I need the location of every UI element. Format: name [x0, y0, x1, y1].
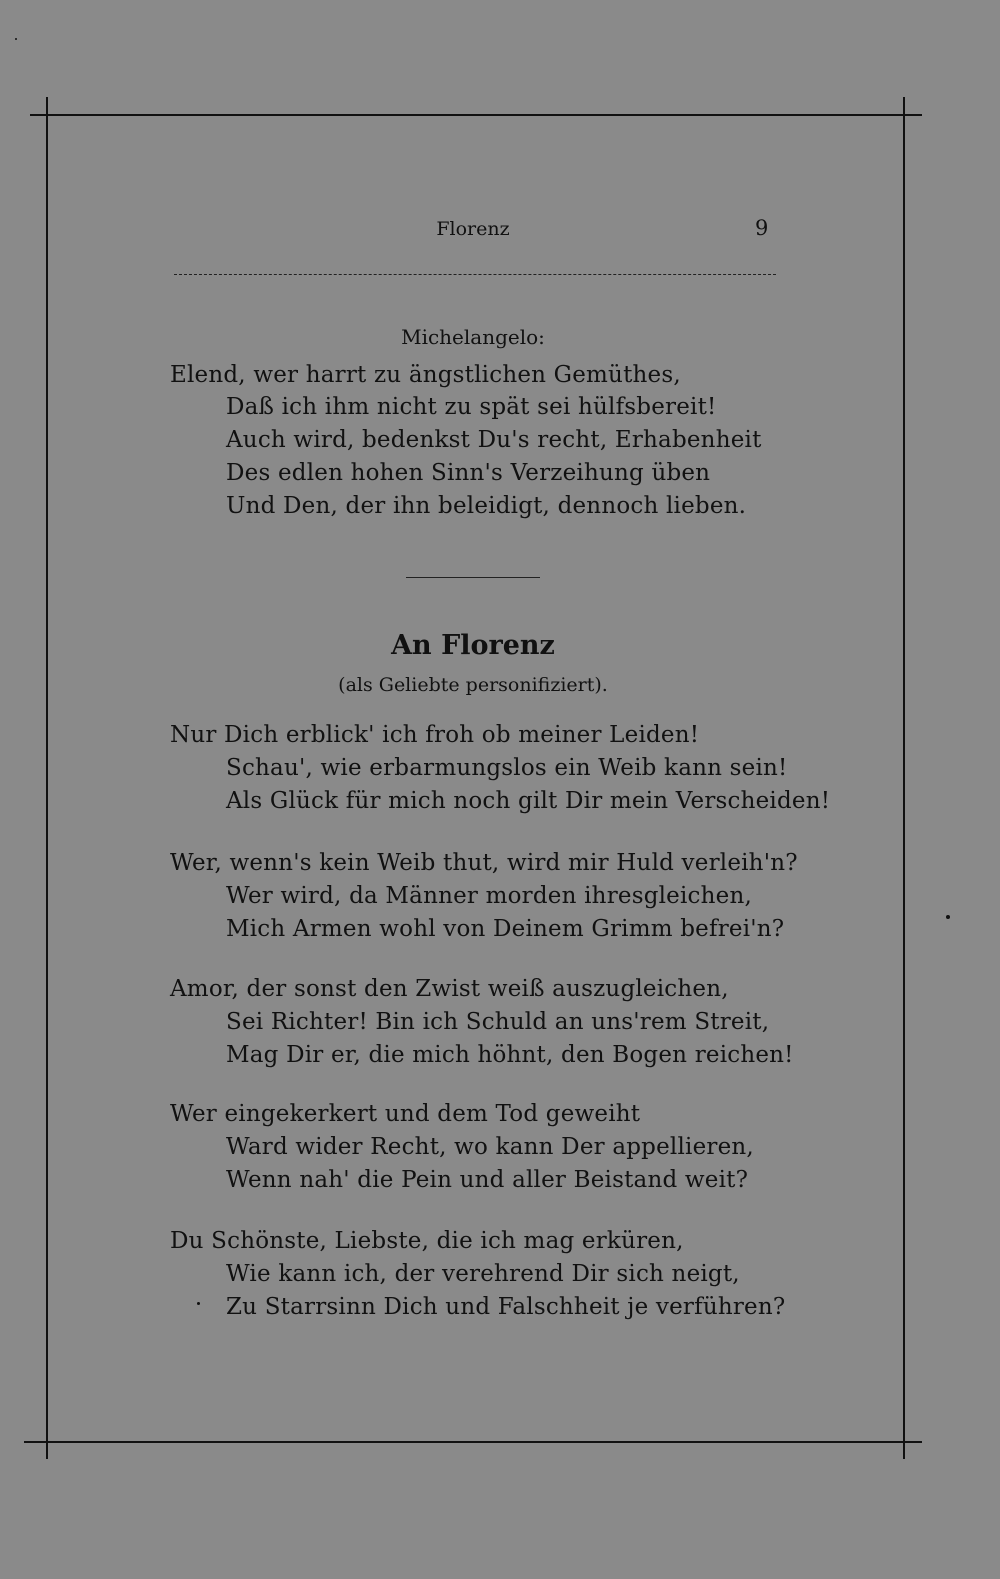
- verse-line: Wenn nah' die Pein und aller Beistand weit?: [226, 1167, 749, 1193]
- page-number: 9: [755, 216, 769, 240]
- speaker-label: Michelangelo:: [401, 325, 545, 349]
- verse-line: Wie kann ich, der verehrend Dir sich neigt,: [226, 1261, 740, 1287]
- verse-line: Ward wider Recht, wo kann Der appellieren,: [226, 1134, 754, 1160]
- verse-line: Amor, der sonst den Zwist weiß auszugleichen,: [170, 976, 729, 1002]
- frame-left-line: [46, 97, 48, 1459]
- verse-line: Auch wird, bedenkst Du's recht, Erhabenheit: [226, 427, 762, 453]
- verse-line: Als Glück für mich noch gilt Dir mein Verscheiden!: [226, 788, 831, 814]
- frame-top-line: [30, 114, 922, 116]
- header-rule: [174, 274, 776, 275]
- verse-line: Daß ich ihm nicht zu spät sei hülfsbereit!: [226, 394, 717, 420]
- ink-speck: [197, 1302, 200, 1305]
- section-separator: [406, 577, 540, 578]
- verse-line: Wer eingekerkert und dem Tod geweiht: [170, 1101, 641, 1127]
- running-header-title: Florenz: [436, 218, 510, 240]
- verse-line: Wer, wenn's kein Weib thut, wird mir Huld verleih'n?: [170, 850, 798, 876]
- verse-line: Zu Starrsinn Dich und Falschheit je verführen?: [226, 1294, 786, 1320]
- verse-line: Nur Dich erblick' ich froh ob meiner Leiden!: [170, 722, 700, 748]
- verse-line: Sei Richter! Bin ich Schuld an uns'rem Streit,: [226, 1009, 770, 1035]
- frame-right-line: [903, 97, 905, 1459]
- verse-line: Mag Dir er, die mich höhnt, den Bogen reichen!: [226, 1042, 794, 1068]
- poem-subtitle: (als Geliebte personifiziert).: [338, 674, 608, 696]
- verse-line: Du Schönste, Liebste, die ich mag erküren,: [170, 1228, 684, 1254]
- verse-line: Des edlen hohen Sinn's Verzeihung üben: [226, 460, 711, 486]
- ink-speck: [946, 915, 950, 919]
- verse-line: Wer wird, da Männer morden ihresgleichen,: [226, 883, 752, 909]
- poem-title: An Florenz: [391, 630, 555, 661]
- verse-line: Schau', wie erbarmungslos ein Weib kann sein!: [226, 755, 788, 781]
- verse-line: Elend, wer harrt zu ängstlichen Gemüthes,: [170, 362, 681, 388]
- verse-line: Mich Armen wohl von Deinem Grimm befrei'n?: [226, 916, 785, 942]
- verse-line: Und Den, der ihn beleidigt, dennoch lieben.: [226, 493, 747, 519]
- ink-speck: [15, 38, 17, 40]
- frame-bottom-line: [24, 1441, 922, 1443]
